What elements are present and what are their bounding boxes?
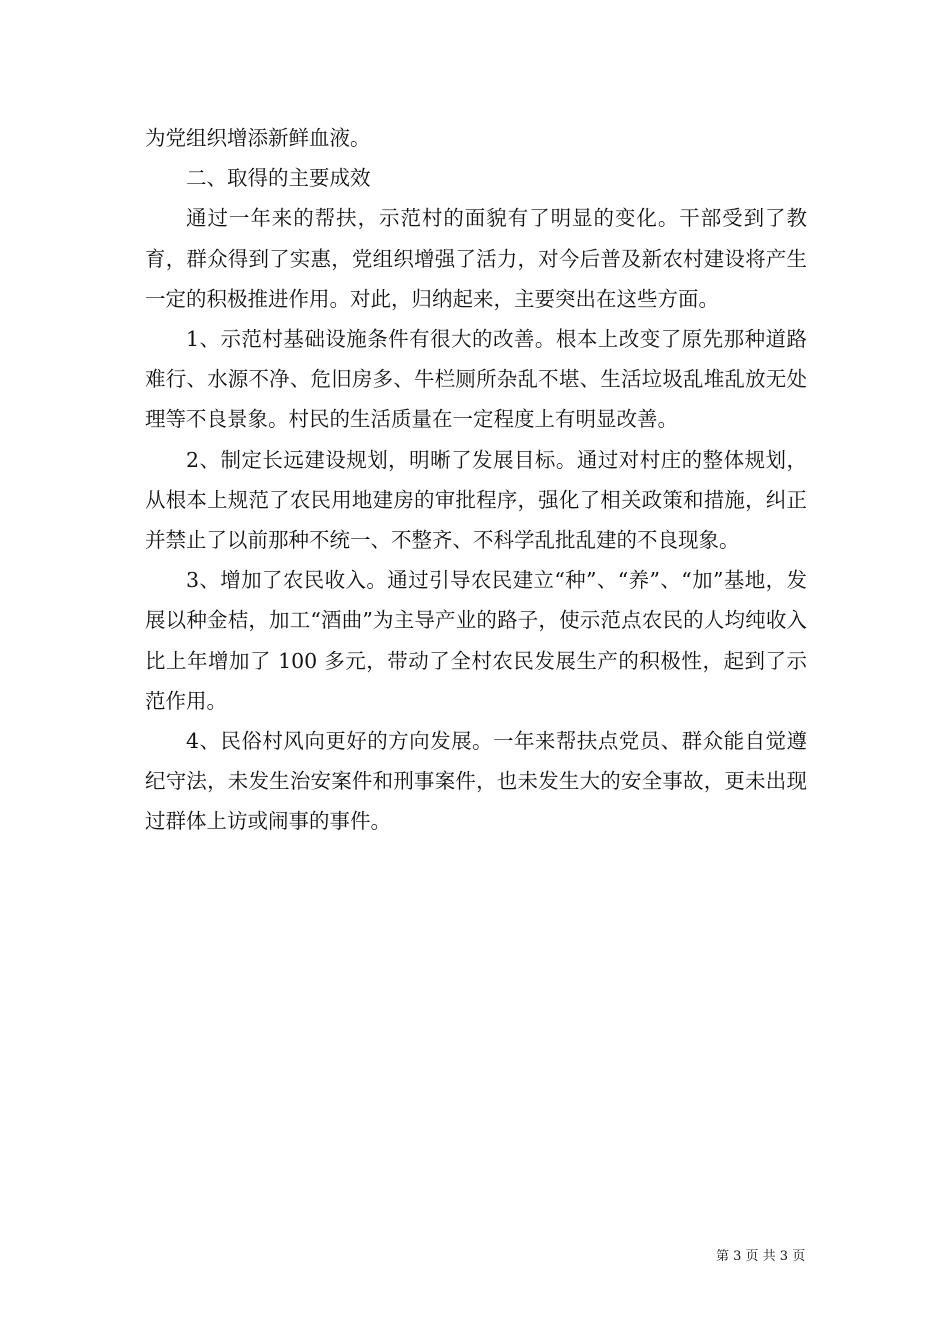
paragraph-point-2: 2、制定长远建设规划，明晰了发展目标。通过对村庄的整体规划，从根本上规范了农民用地建房的审批程序，强化了相关政策和措施，纠正并禁止了以前那种不统一、不整齐、不科学乱批乱建的不良现象。 <box>145 447 807 553</box>
paragraph-point-1: 1、示范村基础设施条件有很大的改善。根本上改变了原先那种道路难行、水源不净、危旧房多、牛栏厕所杂乱不堪、生活垃圾乱堆乱放无处理等不良景象。村民的生活质量在一定程度上有明显改善。 <box>145 327 807 432</box>
document-body <box>145 118 807 842</box>
page-number-footer: 第 3 页 共 3 页 <box>716 1249 806 1264</box>
paragraph-point-3: 3、增加了农民收入。通过引导农民建立“种”、“养”、“加”基地，发展以种金桔，加工“酒曲”为主导产业的路子，使示范点农民的人均纯收入比上年增加了 100 多元，带动了全村农民发展生产的积极性，起到了示范作用。 <box>145 568 807 713</box>
paragraph-summary: 通过一年来的帮扶，示范村的面貌有了明显的变化。干部受到了教育，群众得到了实惠，党组织增强了活力，对今后普及新农村建设将产生一定的积极推进作用。对此，归纳起来，主要突出在这些方面。 <box>145 206 807 311</box>
section-heading: 二、取得的主要成效 <box>186 166 371 191</box>
paragraph-point-4: 4、民俗村风向更好的方向发展。一年来帮扶点党员、群众能自觉遵纪守法，未发生治安案件和刑事案件，也未发生大的安全事故，更未出现过群体上访或闹事的事件。 <box>145 729 807 834</box>
paragraph-continuation: 为党组织增添新鲜血液。 <box>145 126 371 150</box>
